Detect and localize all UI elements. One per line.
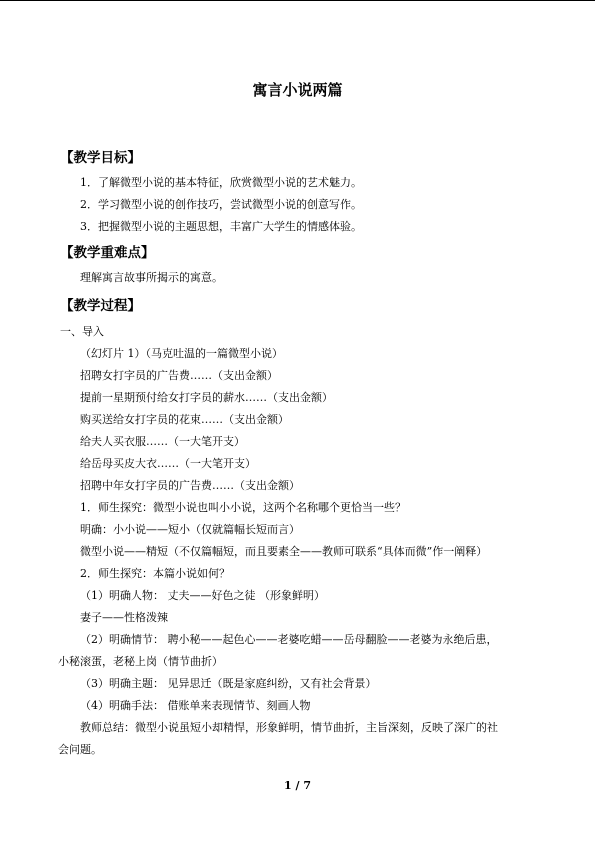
process-line-6: 给夫人买衣服……（一大笔开支） — [80, 435, 245, 448]
process-line-20: 会问题。 — [58, 743, 102, 756]
page-title: 寓言小说两篇 — [252, 81, 343, 99]
heading-objectives: 【教学目标】 — [60, 150, 141, 166]
process-line-10: 明确：小小说——短小（仅就篇幅长短而言） — [80, 523, 300, 536]
page-separator: / — [291, 779, 304, 792]
process-line-13: （1）明确人物： 丈夫——好色之徒 （形象鲜明） — [80, 589, 325, 602]
process-line-17: （3）明确主题： 见异思迁（既是家庭纠纷，又有社会背景） — [80, 677, 377, 690]
heading-process: 【教学过程】 — [60, 298, 141, 314]
process-line-12: 2．师生探究：本篇小说如何？ — [80, 567, 230, 580]
process-line-8: 招聘中年女打字员的广告费……（支出金额） — [80, 479, 300, 492]
process-line-11: 微型小说——精短（不仅篇幅短，而且要素全——教师可联系“具体而微”作一阐释） — [80, 545, 488, 558]
objective-item-1: 1．了解微型小说的基本特征，欣赏微型小说的艺术魅力。 — [80, 176, 362, 189]
page-total: 7 — [303, 779, 311, 792]
process-line-19: 教师总结：微型小说虽短小却精悍，形象鲜明，情节曲折，主旨深刻，反映了深广的社 — [80, 721, 498, 734]
objective-item-3: 3．把握微型小说的主题思想，丰富广大学生的情感体验。 — [80, 220, 362, 233]
key-points-text: 理解寓言故事所揭示的寓意。 — [80, 271, 223, 284]
process-line-4: 提前一星期预付给女打字员的薪水……（支出金额） — [80, 391, 333, 404]
process-line-15: （2）明确情节： 聘小秘——起色心——老婆吃蜡——岳母翻脸——老婆为永绝后患， — [80, 633, 498, 646]
heading-key-points: 【教学重难点】 — [60, 245, 155, 261]
objective-item-2: 2．学习微型小说的创作技巧，尝试微型小说的创意写作。 — [80, 198, 362, 211]
process-line-14: 妻子——性格泼辣 — [80, 611, 168, 624]
process-line-3: 招聘女打字员的广告费……（支出金额） — [80, 369, 278, 382]
process-line-18: （4）明确手法： 借账单来表现情节、刻画人物 — [80, 699, 311, 712]
page-current: 1 — [284, 779, 292, 792]
process-line-2: （幻灯片 1）（马克吐温的一篇微型小说） — [80, 347, 283, 360]
page-number — [0, 779, 595, 792]
process-line-16: 小秘滚蛋，老秘上岗（情节曲折） — [58, 655, 223, 668]
process-line-9: 1．师生探究：微型小说也叫小小说，这两个名称哪个更恰当一些？ — [80, 501, 406, 514]
top-rule — [0, 0, 595, 1]
process-line-7: 给岳母买皮大衣……（一大笔开支） — [80, 457, 256, 470]
process-line-1: 一、导入 — [60, 325, 104, 338]
process-line-5: 购买送给女打字员的花束……（支出金额） — [80, 413, 289, 426]
